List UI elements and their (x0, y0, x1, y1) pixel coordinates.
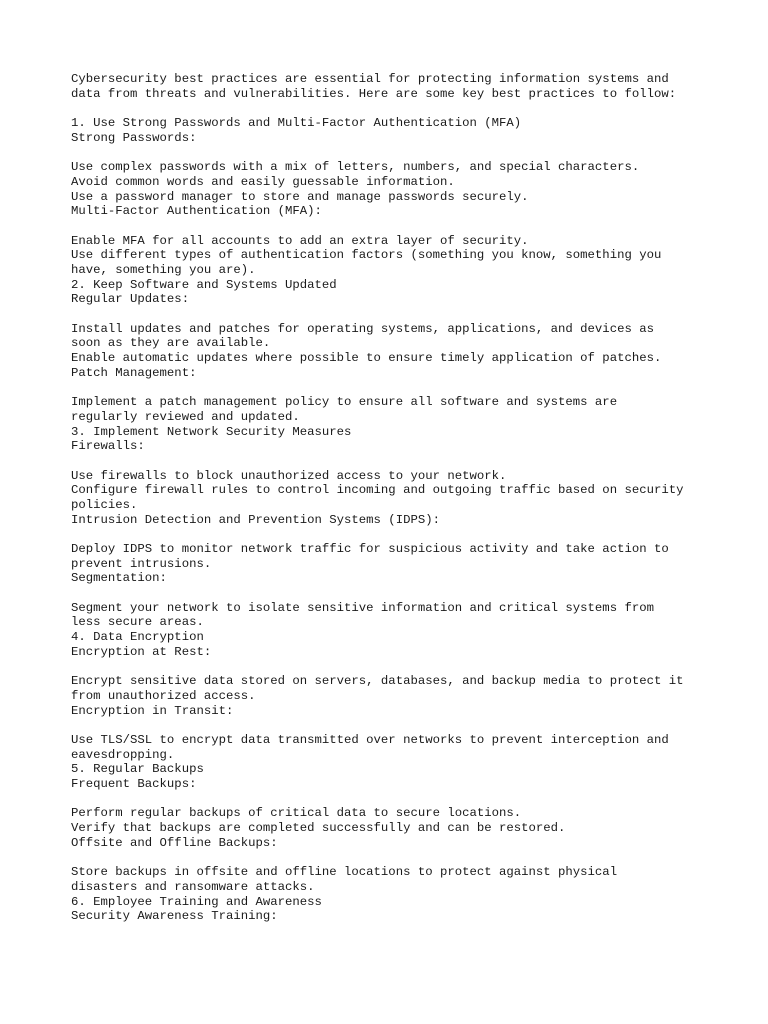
text-line: Intrusion Detection and Prevention Systems (IDPS): (71, 512, 440, 527)
blank-line (71, 454, 731, 469)
text-line: Deploy IDPS to monitor network traffic for suspicious activity and take action to (71, 542, 669, 556)
text-line: Store backups in offsite and offline locations to protect against physical (71, 865, 618, 880)
text-line: data from threats and vulnerabilities. Here are some key best practices to follow: (71, 86, 677, 101)
text-line: 1. Use Strong Passwords and Multi-Factor Authentication (MFA) (71, 116, 522, 131)
text-line: Use different types of authentication factors (something you know, something you (71, 248, 662, 263)
blank-line (71, 219, 731, 234)
text-line: from unauthorized access. (71, 688, 256, 703)
text-line: Use a password manager to store and manage passwords securely. (71, 189, 529, 204)
text-line: Strong Passwords: (71, 130, 197, 145)
text-line: Offsite and Offline Backups: (71, 835, 278, 850)
text-line: policies. (71, 497, 138, 512)
text-line: have, something you are). (71, 262, 256, 277)
text-line: Avoid common words and easily guessable information. (71, 174, 455, 189)
text-line: Verify that backups are completed successfully and can be restored. (71, 821, 566, 836)
text-line: Enable automatic updates where possible to ensure timely application of patches. (71, 351, 662, 366)
text-line: 4. Data Encryption (71, 630, 204, 645)
text-line: Install updates and patches for operating systems, applications, and devices as (71, 321, 654, 336)
text-line: regularly reviewed and updated. (71, 409, 300, 424)
text-line: Encrypt sensitive data stored on servers, databases, and backup media to protect it (71, 674, 684, 689)
text-line: Segment your network to isolate sensitive information and critical systems from (71, 600, 654, 615)
text-line: Segmentation: (71, 571, 167, 586)
blank-line (71, 850, 731, 865)
document-page (71, 72, 731, 924)
text-line: 5. Regular Backups (71, 762, 204, 777)
text-line: Use complex passwords with a mix of letters, numbers, and special characters. (71, 160, 640, 175)
text-line: Use TLS/SSL to encrypt data transmitted over networks to prevent interception and (71, 732, 669, 747)
text-line: Configure firewall rules to control incoming and outgoing traffic based on security (71, 483, 684, 498)
text-line: disasters and ransomware attacks. (71, 879, 315, 894)
text-line: Multi-Factor Authentication (MFA): (71, 204, 322, 219)
text-line: prevent intrusions. (71, 556, 212, 571)
text-line: Regular Updates: (71, 292, 190, 307)
blank-line (71, 660, 731, 675)
text-line: Implement a patch management policy to ensure all software and systems are (71, 395, 618, 410)
blank-line (71, 718, 731, 733)
text-line: soon as they are available. (71, 336, 271, 351)
blank-line (71, 792, 731, 807)
text-line: 2. Keep Software and Systems Updated (71, 277, 337, 292)
blank-line (71, 527, 731, 542)
text-line: less secure areas. (71, 615, 204, 630)
blank-line (71, 101, 731, 116)
blank-line (71, 145, 731, 160)
text-line: Encryption in Transit: (71, 703, 234, 718)
blank-line (71, 380, 731, 395)
text-line: Security Awareness Training: (71, 909, 278, 924)
text-line: Patch Management: (71, 365, 197, 380)
text-line: Enable MFA for all accounts to add an extra layer of security. (71, 233, 529, 248)
text-line: Use firewalls to block unauthorized access to your network. (71, 468, 507, 483)
text-line: Encryption at Rest: (71, 644, 212, 659)
text-line: 6. Employee Training and Awareness (71, 894, 322, 909)
text-line: Perform regular backups of critical data to secure locations. (71, 806, 522, 821)
blank-line (71, 586, 731, 601)
text-line: 3. Implement Network Security Measures (71, 424, 352, 439)
blank-line (71, 307, 731, 322)
text-line: Firewalls: (71, 439, 145, 454)
text-line: eavesdropping. (71, 747, 175, 762)
text-line: Frequent Backups: (71, 777, 197, 791)
text-line: Cybersecurity best practices are essential for protecting information systems and (71, 72, 669, 86)
